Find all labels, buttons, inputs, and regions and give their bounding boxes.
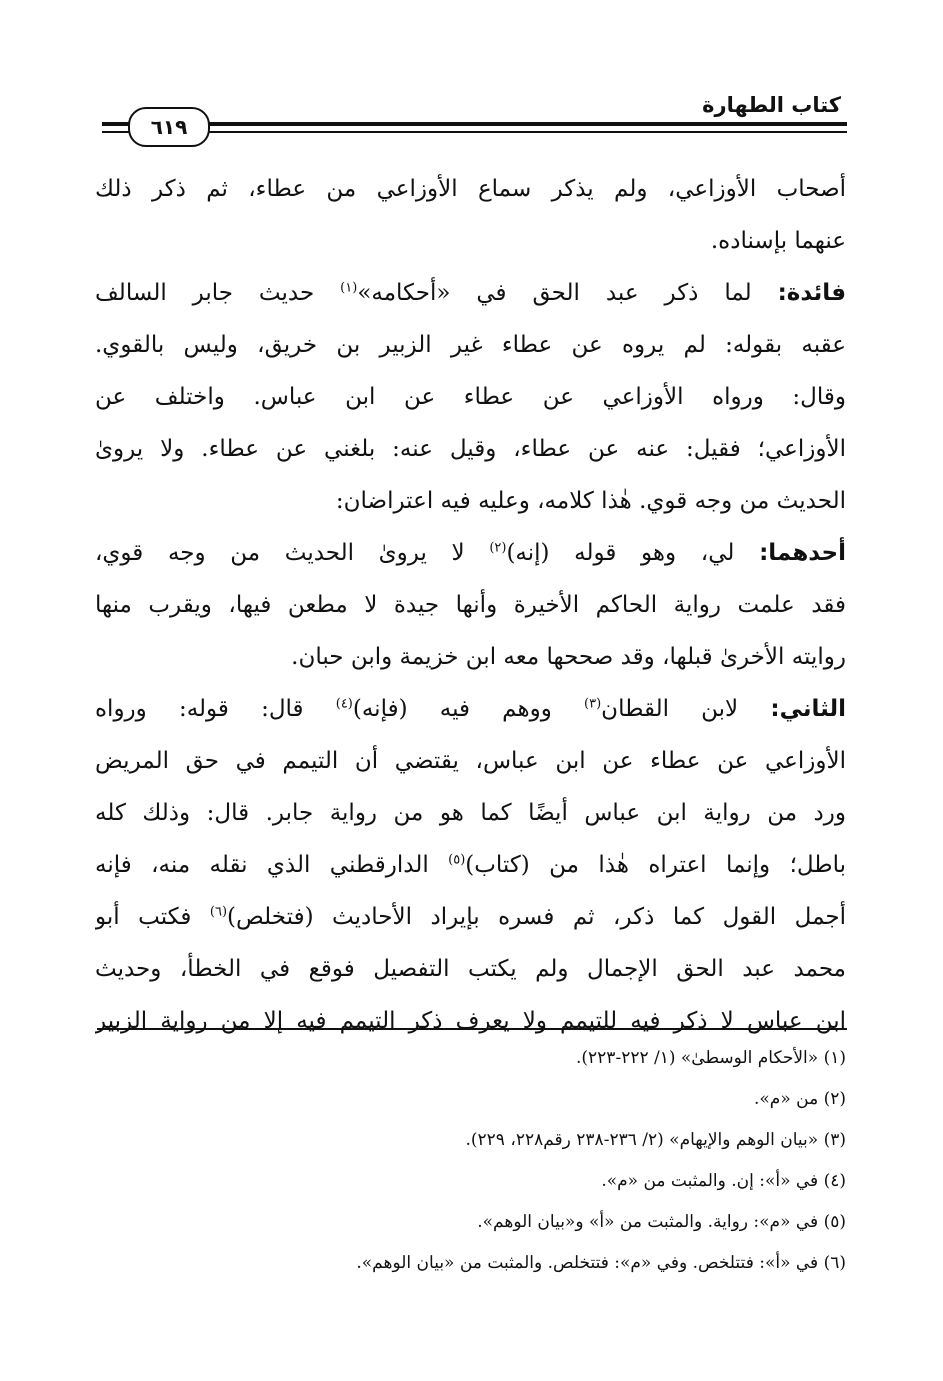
text-line <box>95 527 846 579</box>
text-fragment: لابن القطان <box>601 696 739 722</box>
footnote-ref: (٣) <box>584 696 602 712</box>
text-fragment: أجمل القول كما ذكر، ثم فسره بإيراد الأحاديث (فتخلص) <box>227 904 846 930</box>
text-line: محمد عبد الحق الإجمال ولم يكتب التفصيل فوقع في الخطأ، وحديث <box>95 956 846 982</box>
text-line: عقبه بقوله: لم يروه عن عطاء غير الزبير بن خريق، وليس بالقوي. <box>95 332 846 358</box>
footnote: (١) «الأحكام الوسطىٰ» (١/ ٢٢٢-٢٢٣). <box>575 1048 846 1068</box>
footnote-ref: (٢) <box>489 540 507 556</box>
first-objection-label: أحدهما: <box>759 540 846 566</box>
footnote: (٤) في «أ»: إن. والمثبت من «م». <box>601 1171 846 1191</box>
text-fragment: الدارقطني الذي نقله منه، فإنه <box>95 852 429 878</box>
text-fragment: باطل؛ وإنما اعتراه هٰذا من (كتاب) <box>465 852 846 878</box>
footnote-ref: (٤) <box>335 696 353 712</box>
faida-text: لما ذكر عبد الحق في «أحكامه» <box>357 280 752 306</box>
text-line <box>95 891 846 943</box>
text-line: الحديث من وجه قوي. هٰذا كلامه، وعليه فيه اعتراضان: <box>335 488 846 514</box>
second-objection-label: الثاني: <box>770 696 846 722</box>
text-line <box>95 683 846 735</box>
footnote-ref: (٥) <box>448 852 466 868</box>
page-number: ٦١٩ <box>128 107 210 147</box>
text-fragment: لا يرویٰ الحديث من وجه قوي، <box>95 540 465 566</box>
text-line: الأوزاعي؛ فقيل: عنه عن عطاء، وقيل عنه: بلغني عن عطاء. ولا يرویٰ <box>95 436 846 462</box>
text-line: ورد من رواية ابن عباس أيضًا كما هو من رواية جابر. قال: وذلك كله <box>95 800 846 826</box>
text-line: ابن عباس لا ذكر فيه للتيمم ولا يعرف ذكر التيمم فيه إلا من رواية الزبير <box>95 1008 846 1034</box>
footnote: (٥) في «م»: رواية. والمثبت من «أ» و«بيان الوهم». <box>477 1212 846 1232</box>
text-line: الأوزاعي عن عطاء عن ابن عباس، يقتضي أن التيمم في حق المريض <box>95 748 846 774</box>
header-rule-thin <box>102 131 847 133</box>
text-fragment: فكتب أبو <box>95 904 192 930</box>
footnote-ref: (١) <box>340 280 358 296</box>
text-line: وقال: ورواه الأوزاعي عن عطاء عن ابن عباس. واختلف عن <box>95 384 846 410</box>
text-line <box>95 267 846 319</box>
footnote: (٦) في «أ»: فتتلخص. وفي «م»: فتتخلص. والمثبت من «بيان الوهم». <box>356 1253 846 1273</box>
footnote: (٣) «بيان الوهم والإيهام» (٢/ ٢٣٦-٢٣٨ رقم٢٢٨، ٢٢٩). <box>465 1130 846 1150</box>
text-fragment: ووهم فيه (فإنه) <box>352 696 552 722</box>
text-line <box>95 839 846 891</box>
faida-label: فائدة: <box>777 280 846 306</box>
text-line: أصحاب الأوزاعي، ولم يذكر سماع الأوزاعي من عطاء، ثم ذكر ذلك <box>95 176 846 202</box>
text-line: روايته الأخرىٰ قبلها، وقد صححها معه ابن خزيمة وابن حبان. <box>291 644 846 670</box>
text-fragment: قال: قوله: ورواه <box>95 696 304 722</box>
text-fragment: حديث جابر السالف <box>95 280 315 306</box>
footnote-separator <box>97 1028 847 1030</box>
text-line: عنهما بإسناده. <box>710 228 846 254</box>
footnote-ref: (٦) <box>209 904 228 920</box>
header-rule-thick <box>102 122 847 126</box>
text-fragment: لي، وهو قوله (إنه) <box>506 540 735 566</box>
chapter-title: كتاب الطهارة <box>702 93 841 117</box>
text-line: فقد علمت رواية الحاكم الأخيرة وأنها جيدة لا مطعن فيها، ويقرب منها <box>95 592 846 618</box>
footnote: (٢) من «م». <box>754 1089 846 1109</box>
